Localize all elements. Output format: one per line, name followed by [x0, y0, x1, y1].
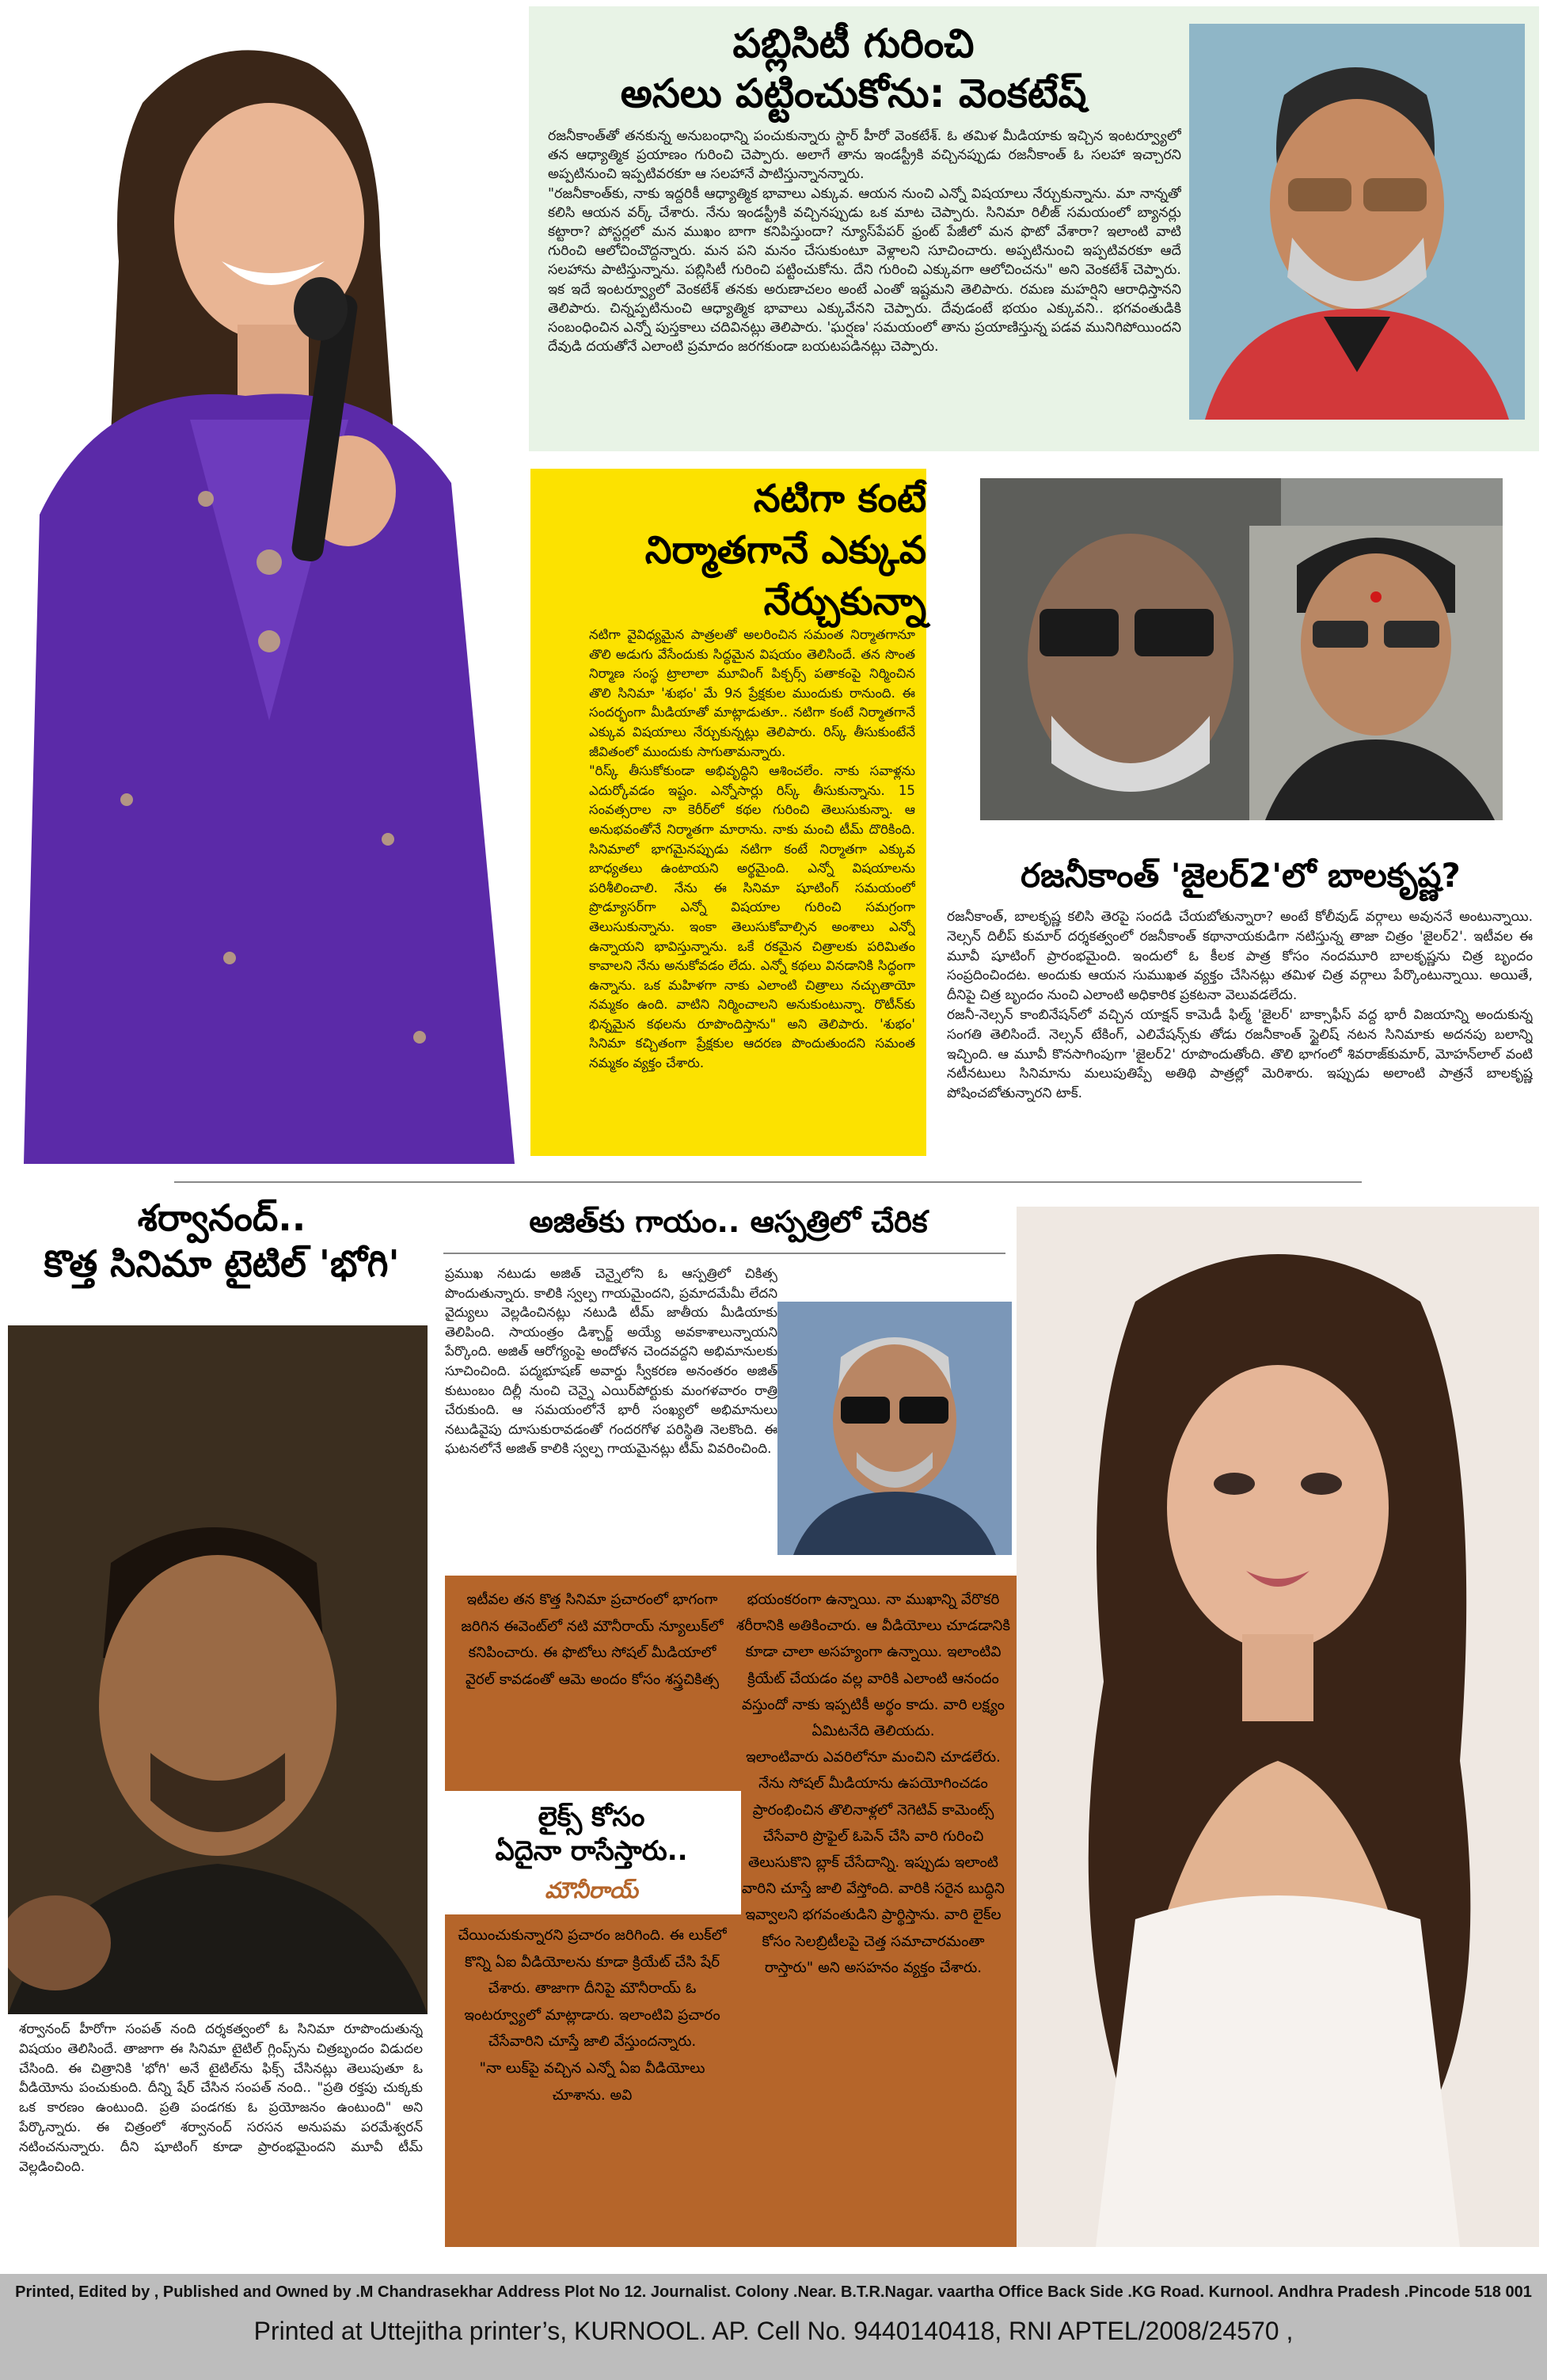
- samantha-body: నటిగా వైవిధ్యమైన పాత్రలతో అలరించిన సమంత నిర్మాతగానూ తొలి అడుగు వేసేందుకు సిద్ధమైన విషయం తెలిసిందే. తన సొంత నిర్మాణ సంస్థ ట్రాలాలా మూవింగ్ పిక్చర్స్ పతాకంపై నిర్మించిన తొలి సినిమా 'శుభం' మే 9న ప్రేక్షకుల ముందుకు రానుంది. ఈ సందర్భంగా మీడియాతో మాట్లాడుతూ.. నటిగా కంటే నిర్మాతగానే ఎక్కువ విషయాలు నేర్చుకున్నట్లు తెలిపారు. రిస్క్ తీసుకుంటేనే జీవితంలో ముందుకు సాగుతామన్నారు. "రిస్క్ తీసుకోకుండా అభివృద్ధిని ఆశించలేం. నాకు సవాళ్లను ఎదుర్కోవడం ఇష్టం. ఎన్నోసార్లు రిస్క్ తీసుకున్నాను. 15 సంవత్సరాల నా కెరీర్‌లో కథల గురించి తెలుసుకున్నా. ఆ అనుభవంతోనే నిర్మాతగా మారాను. నాకు మంచి టీమ్ దొరికింది. సినిమాలో భాగమైనప్పుడు నటిగా కంటే నిర్మాతగా ఎక్కువ బాధ్యతలు ఉంటాయని అర్థమైంది. ఎన్నో విషయాలను పరిశీలించాలి. నేను ఈ సినిమా షూటింగ్ సమయంలో ప్రొడ్యూసర్‌గా ఎన్నో విషయాల గురించి సమగ్రంగా తెలుసుకున్నాను. ఇంకా తెలుసుకోవాల్సిన అంశాలు ఎన్నో ఉన్నాయని భావిస్తున్నాను. ఒకే రకమైన చిత్రాలకు పరిమితం కావాలని నేను అనుకోవడం లేదు. ఎన్నో కథలు వినడానికి సిద్ధంగా ఉన్నాను. ఒక మహిళగా నాకు ఎలాంటి చిత్రాలు నచ్చుతాయో నమ్మకం ఉంది. వాటిని నిర్మించాలని అనుకుంటున్నా. రొటీన్‌కు భిన్నమైన కథలను రూపొందిస్తాను" అని తెలిపారు. 'శుభం' సినిమా కచ్చితంగా ప్రేక్షకుల ఆదరణ పొందుతుందని సమంత నమ్మకం వ్యక్తం చేశారు.: [589, 627, 915, 1071]
- mouni-roy-photo: [1017, 1207, 1539, 2247]
- ajith-body: ప్రముఖ నటుడు అజిత్ చెన్నైలోని ఓ ఆస్పత్రిలో చికిత్స పొందుతున్నారు. కాలికి స్వల్ప గాయమైందని, ప్రమాదమేమీ లేదని వైద్యులు వెల్లడించినట్లు నటుడి టీమ్ జాతీయ మీడియాకు తెలిపింది. సాయంత్రం డిశ్చార్జ్ అయ్యే అవకాశాలున్నాయని పేర్కొంది. అజిత్ ఆరోగ్యంపై అందోళన చెందవద్దని అభిమానులకు సూచించింది. పద్మభూషణ్ అవార్డు స్వీకరణ అనంతరం అజిత్ కుటుంబం దిల్లీ నుంచి చెన్నై ఎయిర్‌పోర్టుకు మంగళవారం రాత్రి చేరుకుంది. ఆ సమయంలోనే భారీ సంఖ్యలో అభిమానులు నటుడివైపు దూసుకురావడంతో గందరగోళ పరిస్థితి నెలకొంది. ఈ ఘటనలోనే అజిత్ కాలికి స్వల్ప గాయమైనట్లు టీమ్ వివరించింది.: [445, 1265, 777, 1457]
- ajith-headline-rule: [443, 1253, 1005, 1254]
- mouni-body-col2: భయంకరంగా ఉన్నాయి. నా ముఖాన్ని వేరొకరి శరీరానికి అతికించారు. ఆ వీడియోలు చూడడానికి కూడా చాలా అసహ్యంగా ఉన్నాయి. ఇలాంటివి క్రియేట్ చేయడం వల్ల వారికి ఎలాంటి ఆనందం వస్తుందో నాకు ఇప్పటికీ అర్థం కాదు. వారి లక్ష్యం ఏమిటనేది తెలియదు. ఇలాంటివారు ఎవరిలోనూ మంచిని చూడలేరు. నేను సోషల్ మీడియాను ఉపయోగించడం ప్రారంభించిన తొలినాళ్లలో నెగెటివ్ కామెంట్స్ చేసేవారి ప్రొఫైల్ ఓపెన్ చేసి వారి గురించి తెలుసుకొని బ్లాక్ చేసేదాన్ని. ఇప్పుడు ఇలాంటి వారిని చూస్తే జాలి వేస్తోంది. వారికి సరైన బుద్ధిని ఇవ్వాలని భగవంతుడిని ప్రార్థిస్తాను. వారి లైక్‌ల కోసం సెలబ్రిటీలపై చెత్త సమాచారమంతా రాస్తారు" అని అసహనం వ్యక్తం చేశారు.: [736, 1591, 1010, 1976]
- section-divider: [174, 1181, 1362, 1183]
- ajith-headline: అజిత్‌కు గాయం.. ఆస్పత్రిలో చేరిక: [529, 1204, 928, 1239]
- venkatesh-photo: [1189, 24, 1525, 420]
- samantha-headline-line-1: నటిగా కంటే: [753, 477, 926, 521]
- ajith-photo: [777, 1302, 1012, 1555]
- venkatesh-headline: పబ్లిసిటీ గురించి అసలు పట్టించుకోను: వెంకటేష్: [620, 21, 1087, 116]
- rajinikanth-balakrishna-photo: [980, 478, 1503, 820]
- venkatesh-body: రజనీకాంత్‌తో తనకున్న అనుబంధాన్ని పంచుకున్నారు స్టార్ హీరో వెంకటేశ్. ఓ తమిళ మీడియాకు ఇచ్చిన ఇంటర్వ్యూలో తన ఆధ్యాత్మిక ప్రయాణం గురించి చెప్పారు. అలాగే తాను ఇండస్ట్రీకి వచ్చినప్పుడు రజనీకాంత్ ఓ సలహా ఇచ్చారని అప్పటినుంచి ఇప్పటివరకూ ఆ సలహానే పాటిస్తున్నానన్నారు. "రజనీకాంత్‌కు, నాకు ఇద్దరికీ ఆధ్యాత్మిక భావాలు ఎక్కువ. ఆయన నుంచి ఎన్నో విషయాలు నేర్చుకున్నాను. మా నాన్నతో కలిసి ఆయన వర్క్ చేశారు. నేను ఇండస్ట్రీకి వచ్చినప్పుడు ఒక మాట చెప్పారు. సినిమా రిలీజ్ సమయంలో బ్యానర్లు కట్టారా? పోస్టర్లలో మన ముఖం బాగా కనిపిస్తుందా? న్యూస్‌పేపర్ ఫ్రంట్ పేజీలో మన ఫొటో వేశారా? ఇలాంటి వాటి గురించి ఆలోచించొద్దన్నారు. మన పని మనం చేసుకుంటూ వెళ్లాలని సూచించారు. అప్పటినుంచి ఇప్పటివరకూ ఆదే సలహాను పాటిస్తున్నాను. పబ్లిసిటీ గురించి పట్టించుకోను. దేని గురించి ఎక్కువగా ఆలోచించను" అని వెంకటేశ్ చెప్పారు. ఇక ఇదే ఇంటర్వ్యూలో వెంకటేశ్ తనకు అరుణాచలం అంటే ఎంతో ఇష్టమని తెలిపారు. రమణ మహర్షిని ఆరాధిస్తానని తెలిపారు. చిన్నప్పటినుంచి ఆధ్యాత్మిక భావాలు ఎక్కువేనని చెప్పారు. దేవుడంటే భయం ఎక్కువని.. భగవంతుడికి సంబంధించిన ఎన్నో పుస్తకాలు చదివినట్లు తెలిపారు. 'ఘర్షణ' సమయంలో తాను ప్రయాణిస్తున్న పడవ మునిగిపోయిందని దేవుడి దయతోనే ఎలాంటి ప్రమాదం జరగకుండా బయటపడినట్లు చెప్పారు.: [548, 128, 1181, 355]
- jailer-body: రజనీకాంత్, బాలకృష్ణ కలిసి తెరపై సందడి చేయబోతున్నారా? అంటే కోలీవుడ్ వర్గాలు అవుననే అంటున్నాయి. నెల్సన్ దిలీప్ కుమార్ దర్శకత్వంలో రజనీకాంత్ కథానాయకుడిగా నటిస్తున్న తాజా చిత్రం 'జైలర్2'. ఇటీవల ఈ మూవీ షూటింగ్ ప్రారంభమైంది. ఇందులో ఓ కీలక పాత్ర కోసం నందమూరి బాలకృష్ణను చిత్ర బృందం సంప్రదించిందట. అందుకు ఆయన సుముఖత వ్యక్తం చేసినట్లు తమిళ చిత్ర వర్గాలు పేర్కొంటున్నాయి. అయితే, దీనిపై చిత్ర బృందం నుంచి ఎలాంటి అధికారిక ప్రకటనా వెలువడలేదు. రజనీ-నెల్సన్ కాంబినేషన్‌లో వచ్చిన యాక్షన్ కామెడీ ఫిల్మ్ 'జైలర్' బాక్సాఫీస్ వద్ద భారీ విజయాన్ని అందుకున్న సంగతి తెలిసిందే. నెల్సన్ టేకింగ్, ఎలివేషన్స్‌కు తోడు రజనీకాంత్ స్టైలిష్ నటన సినిమాకు అదనపు బలాన్ని ఇచ్చింది. ఆ మూవీ కొనసాగింపుగా 'జైలర్2' రూపొందుతోంది. తొలి భాగంలో శివరాజ్‌కుమార్, మోహన్‌లాల్ వంటి నటీనటులు సినిమాను మలుపుతిప్పే అతిథి పాత్రల్లో మెరిశారు. ఇప్పుడు అలాంటి పాత్రనే బాలకృష్ణ పోషించబోతున్నారని టాక్.: [947, 909, 1533, 1102]
- samantha-headline-line-2: నిర్మాతగానే ఎక్కువ: [644, 528, 926, 572]
- mouni-headline: లైక్స్ కోసం ఏదైనా రాసేస్తారు..: [495, 1801, 688, 1867]
- sharwanand-headline: శర్వానంద్.. కొత్త సినిమా టైటిల్ 'భోగి': [44, 1196, 400, 1285]
- samantha-headline-line-3: నేర్చుకున్నా: [763, 580, 926, 624]
- sharwanand-body: శర్వానంద్ హీరోగా సంపత్ నంది దర్శకత్వంలో ఓ సినిమా రూపొందుతున్న విషయం తెలిసిందే. తాజాగా ఈ సినిమా టైటిల్ గ్లింప్స్‌ను చిత్రబృందం విడుదల చేసింది. ఈ చిత్రానికి 'భోగి' అనే టైటిల్‌ను ఫిక్స్ చేసినట్లు తెలుపుతూ ఓ వీడియోను పంచుకుంది. దీన్ని షేర్ చేసిన సంపత్ నంది.. "ప్రతి రక్తపు చుక్కకు ఒక కారణం ఉంటుంది. ప్రతి పండగకు ఓ ప్రయోజనం ఉంటుంది" అని పేర్కొన్నారు. ఈ చిత్రంలో శర్వానంద్ సరసన అనుపమ పరమేశ్వరన్ నటించనున్నారు. దీని షూటింగ్ కూడా ప్రారంభమైందని మూవీ టీమ్ వెల్లడించింది.: [19, 2021, 423, 2174]
- mouni-body-col1-top: ఇటీవల తన కొత్త సినిమా ప్రచారంలో భాగంగా జరిగిన ఈవెంట్‌లో నటి మౌనీరాయ్ న్యూలుక్‌లో కనిపించారు. ఈ ఫొటోలు సోషల్ మీడియాలో వైరల్ కావడంతో ఆమె అందం కోసం శస్త్రచికిత్స: [461, 1591, 724, 1688]
- footer-line-2: Printed at Uttejitha printer’s, KURNOOL. AP. Cell No. 9440140418, RNI APTEL/2008/24570 ,: [253, 2317, 1294, 2345]
- sharwanand-photo: [8, 1325, 428, 2014]
- samantha-photo-label: సమంత: [22, 24, 105, 55]
- samantha-photo: [8, 8, 530, 1164]
- mouni-byline: మౌనీరాయ్: [545, 1877, 638, 1903]
- jailer-headline: రజనీకాంత్ 'జైలర్2'లో బాలకృష్ణ?: [1021, 856, 1461, 895]
- mouni-body-col1-bottom: చేయించుకున్నారని ప్రచారం జరిగింది. ఈ లుక్‌లో కొన్ని ఏఐ వీడియోలను కూడా క్రియేట్ చేసి షేర్ చేశారు. తాజాగా దీనిపై మౌనీరాయ్ ఓ ఇంటర్వ్యూలో మాట్లాడారు. ఇలాంటివి ప్రచారం చేసేవారిని చూస్తే జాలి వేస్తుందన్నారు. "నా లుక్‌పై వచ్చిన ఎన్నో ఏఐ వీడియోలు చూశాను. అవి: [458, 1927, 727, 2104]
- footer-line-1: Printed, Edited by , Published and Owned by .M Chandrasekhar Address Plot No 12. Journalist. Colony .Near. B.T.R.Nagar. vaartha Office Back Side .KG Road. Kurnool. Andhra Pradesh .Pincode 518 001: [15, 2283, 1532, 2301]
